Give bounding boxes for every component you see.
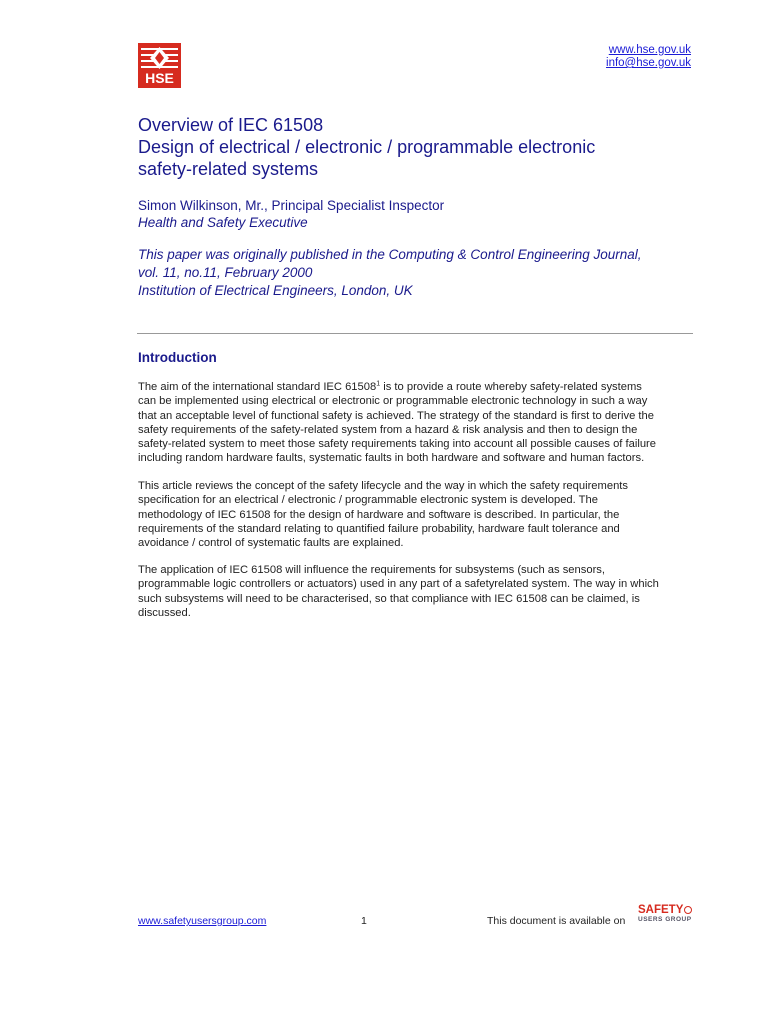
intro-paragraph-3 — [138, 563, 698, 620]
title-line: Design of electrical / electronic / programmable electronic — [138, 137, 596, 157]
paragraph-line: specification for an electrical / electronic / programmable electronic system is developed. The — [138, 494, 598, 507]
paragraph-line: programmable logic controllers or actuators) used in any part of a safetyrelated system. The way in which — [138, 578, 659, 591]
safety-users-group-link[interactable]: www.safetyusersgroup.com — [138, 915, 267, 927]
shield-icon — [684, 906, 692, 914]
publication-line: vol. 11, no.11, February 2000 — [138, 265, 313, 280]
paragraph-text: The aim of the international standard IEC 61508 — [138, 381, 377, 393]
author-organisation: Health and Safety Executive — [138, 215, 308, 230]
paragraph-line: such subsystems will need to be characterised, so that compliance with IEC 61508 can be claimed, is — [138, 592, 640, 605]
footnote-marker: 1 — [376, 380, 381, 388]
logo-word: SAFETY — [638, 904, 684, 916]
paragraph-line: avoidance / control of systematic faults are explained. — [138, 537, 404, 550]
paragraph-line: safety requirements of the safety-related system from a hazard & risk analysis and then to design the — [138, 423, 638, 436]
publication-note — [138, 246, 642, 300]
author-block — [138, 197, 444, 231]
paragraph-line: methodology of IEC 61508 for the design of hardware and software is described. In particular, the — [138, 508, 620, 521]
contact-links — [606, 44, 691, 70]
section-heading: Introduction — [138, 350, 217, 365]
hse-website-link[interactable]: www.hse.gov.uk — [608, 44, 691, 56]
paragraph-line — [138, 380, 698, 394]
paragraph-line: including random hardware faults, systematic faults in both hardware and software and human factors. — [138, 452, 645, 465]
publication-line: This paper was originally published in the Computing & Control Engineering Journal, — [138, 247, 642, 262]
paragraph-line: safety-related system to meet those safety requirements taking into account all possible causes of failure — [138, 438, 656, 451]
section-divider — [137, 333, 693, 334]
publication-line: Institution of Electrical Engineers, London, UK — [138, 283, 413, 298]
safety-users-group-logo — [638, 904, 693, 930]
paragraph-text: is to provide a route whereby safety-related systems — [380, 381, 642, 393]
paragraph-line: The application of IEC 61508 will influence the requirements for subsystems (such as sensors, — [138, 564, 605, 576]
hse-emblem-icon — [138, 43, 181, 73]
paragraph-line: requirements of the standard relating to quantified failure probability, hardware fault tolerance and — [138, 522, 620, 535]
logo-text-top — [638, 904, 693, 916]
hse-logo — [138, 43, 181, 88]
hse-logo-text: HSE — [145, 70, 174, 86]
paragraph-line: can be implemented using electrical or electronic or programmable electronic technology in such a way — [138, 395, 648, 408]
title-line: safety-related systems — [138, 159, 319, 179]
paragraph-line: that an acceptable level of functional safety is achieved. The strategy of the standard is first to derive the — [138, 409, 654, 422]
page-number: 1 — [361, 915, 367, 927]
title-line: Overview of IEC 61508 — [138, 115, 324, 135]
paragraph-line: discussed. — [138, 606, 191, 619]
intro-paragraph-2 — [138, 479, 698, 550]
document-title — [138, 114, 698, 180]
hse-email-link[interactable]: info@hse.gov.uk — [606, 57, 691, 69]
intro-paragraph-1 — [138, 380, 698, 466]
logo-text-bottom: USERS GROUP — [638, 916, 692, 923]
author-name: Simon Wilkinson, Mr., Principal Specialist Inspector — [138, 198, 445, 213]
availability-note: This document is available on — [487, 915, 626, 927]
paragraph-line: This article reviews the concept of the safety lifecycle and the way in which the safety requirements — [138, 480, 628, 492]
